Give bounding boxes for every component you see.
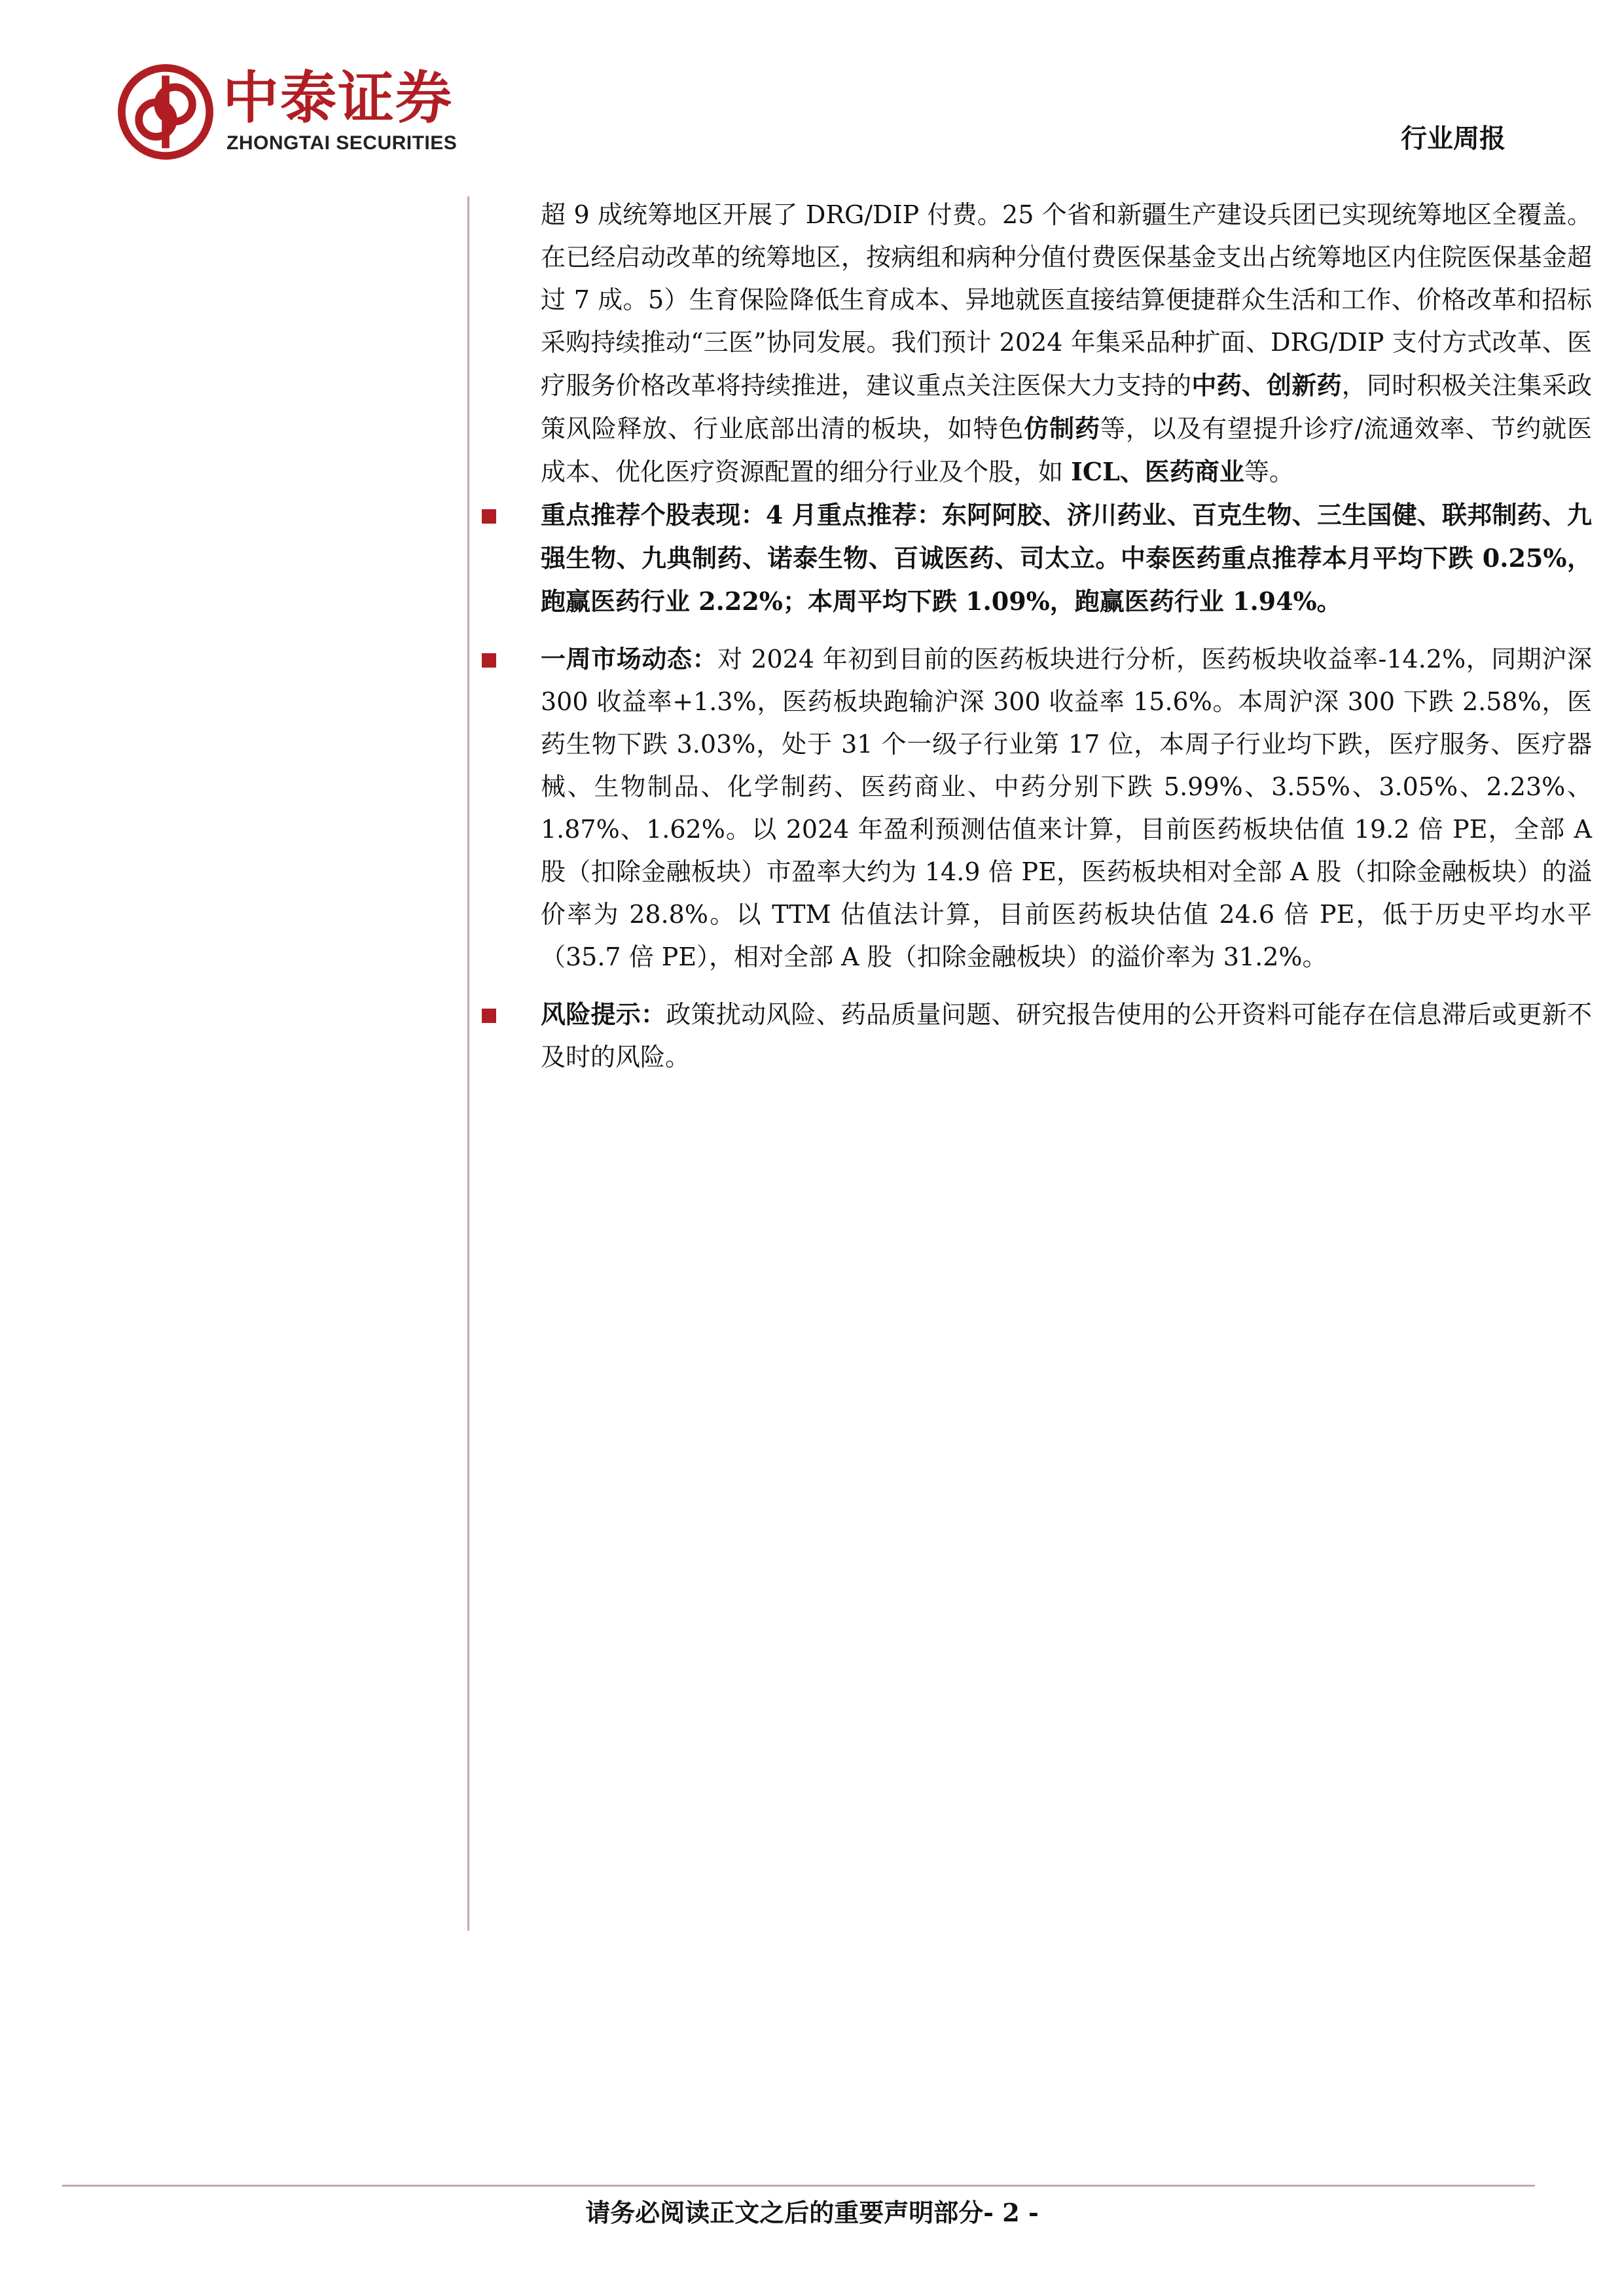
bullet-paragraph (482, 493, 1592, 623)
bullet-list (482, 493, 1592, 1079)
bold-text-run: 一周市场动态： (541, 644, 718, 673)
square-bullet-icon (482, 509, 496, 524)
left-margin-rule (467, 196, 469, 1931)
text-run: 对 2024 年初到目前的医药板块进行分析，医药板块收益率-14.2%，同期沪深 300 收益率+1.3%，医药板块跑输沪深 300 收益率 15.6%。本周沪深 300 下跌 2.58%，医药生物下跌 3.03%，处于 31 个一级子行业第 17 位，本周子行业均下跌，医疗服务、医疗器械、生物制品、化学制药、医药商业、中药分别下跌 5.99%、3.55%、3.05%、2.23%、1.87%、1.62%。以 2024 年盈利预测估值来计算，目前医药板块估值 19.2 倍 PE，全部 A 股（扣除金融板块）市盈率大约为 14.9 倍 PE，医药板块相对全部 A 股（扣除金融板块）的溢价率为 28.8%。以 TTM 估值法计算，目前医药板块估值 24.6 倍 PE，低于历史平均水平（35.7 倍 PE），相对全部 A 股（扣除金融板块）的溢价率为 31.2%。 (541, 645, 1592, 971)
footer-rule (62, 2185, 1535, 2187)
square-bullet-icon (482, 1009, 496, 1023)
text-run: 等，以及有望提升诊疗/流通效率、节约就医成本、优化医疗资源配置的细分行业及个股，如 (541, 414, 1592, 486)
main-content (482, 194, 1592, 1079)
bold-text-run: 仿制药 (1024, 414, 1100, 443)
text-run: ，同时积极关注集采政策风险释放、行业底部出清的板块，如特色 (541, 371, 1592, 443)
bullet-paragraph (482, 637, 1592, 978)
logo-chinese-name: 中泰证券 (223, 65, 453, 131)
bold-text-run: 重点推荐个股表现：4 月重点推荐：东阿阿胶、济川药业、百克生物、三生国健、联邦制药、九强生物、九典制药、诺泰生物、百诚医药、司太立。中泰医药重点推荐本月平均下跌 0.25%，跑赢医药行业 2.22%；本周平均下跌 1.09%，跑赢医药行业 1.94%。 (541, 500, 1592, 616)
intro-paragraph (482, 194, 1592, 493)
bullet-paragraph (482, 993, 1592, 1079)
company-logo (118, 64, 484, 162)
text-run: 超 9 成统筹地区开展了 DRG/DIP 付费。25 个省和新疆生产建设兵团已实现统筹地区全覆盖。在已经启动改革的统筹地区，按病组和病种分值付费医保基金支出占统筹地区内住院医保基金超过 7 成。5）生育保险降低生育成本、异地就医直接结算便捷群众生活和工作、价格改革和招标采购持续推动“三医”协同发展。我们预计 2024 年集采品种扩面、DRG/DIP 支付方式改革、医疗服务价格改革将持续推进，建议重点关注医保大力支持的 (541, 200, 1592, 400)
report-type-label: 行业周报 (1401, 123, 1506, 154)
bold-text-run: ICL、医药商业 (1071, 457, 1244, 486)
square-bullet-icon (482, 653, 496, 668)
bold-text-run: 风险提示： (541, 999, 666, 1029)
text-run: 等。 (1244, 457, 1294, 486)
logo-english-name: ZHONGTAI SECURITIES (226, 132, 458, 154)
text-run: 政策扰动风险、药品质量问题、研究报告使用的公开资料可能存在信息滞后或更新不及时的风险。 (541, 1000, 1592, 1071)
zhongtai-logo-icon (118, 64, 213, 160)
bold-text-run: 中药、创新药 (1191, 370, 1342, 400)
footer-notice: 请务必阅读正文之后的重要声明部分- 2 - (585, 2198, 1039, 2227)
